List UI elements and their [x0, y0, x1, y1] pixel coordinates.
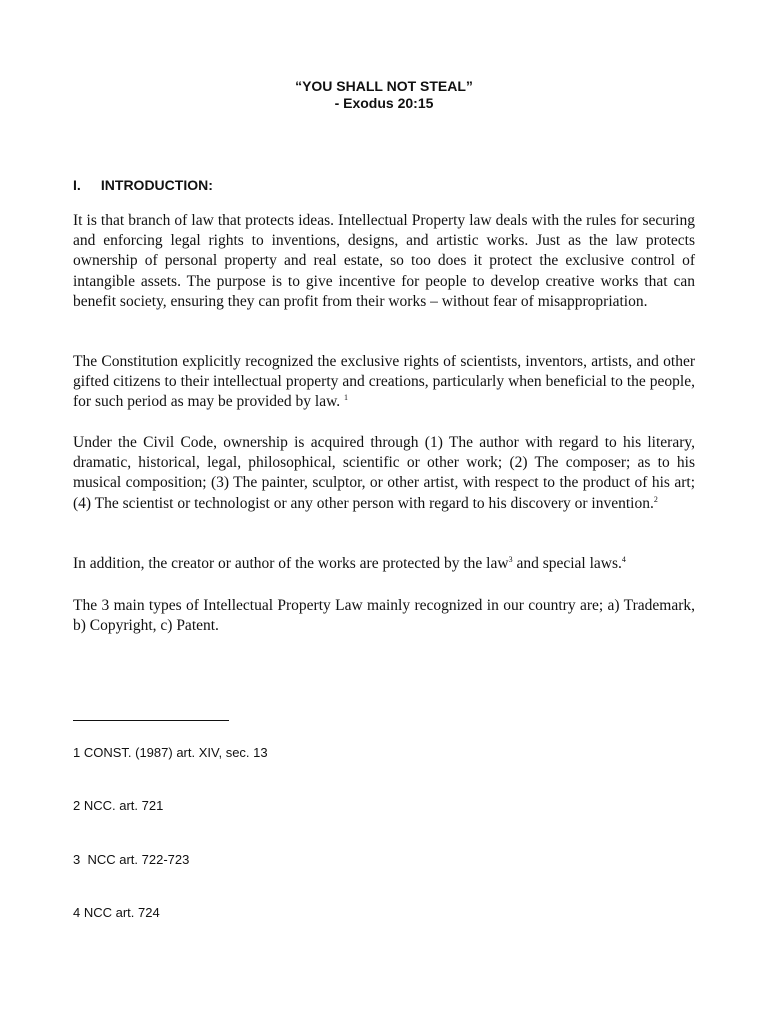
paragraph-ip-types: [73, 596, 695, 636]
footnote-ref: 2: [653, 494, 658, 504]
footnote-ref: 3: [508, 555, 513, 564]
paragraph-text: It is that branch of law that protects ideas. Intellectual Property law deals with the rules for securing and enforcing legal rights to inventions, designs, and artistic works. Just as the law protects ownership of personal property and real estate, so too does it protect the exclusive control of intangible assets. The purpose is to give incentive for people to develop creative works that can benefit society, ensuring they can profit from their works – without fear of misappropriation.: [73, 212, 695, 310]
footnote-ref: 1: [344, 393, 349, 403]
section-title: INTRODUCTION:: [100, 177, 213, 193]
paragraph-text: In addition, the creator or author of the works are protected by the law: [73, 555, 509, 572]
footnote-ref: 4: [621, 555, 626, 564]
paragraph-intro: [73, 211, 695, 312]
paragraph-civil-code: [73, 433, 695, 514]
document-subtitle: - Exodus 20:15: [334, 95, 434, 111]
paragraph-text: The 3 main types of Intellectual Property Law mainly recognized in our country are; a) Trademark, b) Copyright, c) Patent.: [73, 597, 695, 635]
footnote-divider: [73, 720, 229, 721]
paragraph-protection: [73, 554, 695, 574]
footnote-4: 4 NCC art. 724: [73, 905, 160, 920]
section-heading: [73, 177, 213, 193]
section-number: I.: [73, 177, 81, 193]
footnote-1: 1 CONST. (1987) art. XIV, sec. 13: [73, 745, 268, 760]
footnote-3: 3 NCC art. 722-723: [73, 852, 190, 867]
document-title-block: [0, 78, 768, 112]
document-title: “YOU SHALL NOT STEAL”: [295, 78, 473, 94]
paragraph-constitution: [73, 352, 695, 413]
paragraph-text: and special laws.: [516, 555, 622, 572]
paragraph-text: Under the Civil Code, ownership is acquired through (1) The author with regard to his literary, dramatic, historical, legal, philosophical, scientific or other work; (2) The composer; as to his musical composition; (3) The painter, sculptor, or other artist, with respect to the product of his art; (4) The scientist or technologist or any other person with regard to his discovery or invention.: [73, 434, 695, 512]
paragraph-text: The Constitution explicitly recognized the exclusive rights of scientists, inventors, artists, and other gifted citizens to their intellectual property and creations, particularly when beneficial to the people, for such period as may be provided by law.: [73, 353, 695, 411]
footnote-2: 2 NCC. art. 721: [73, 798, 164, 813]
